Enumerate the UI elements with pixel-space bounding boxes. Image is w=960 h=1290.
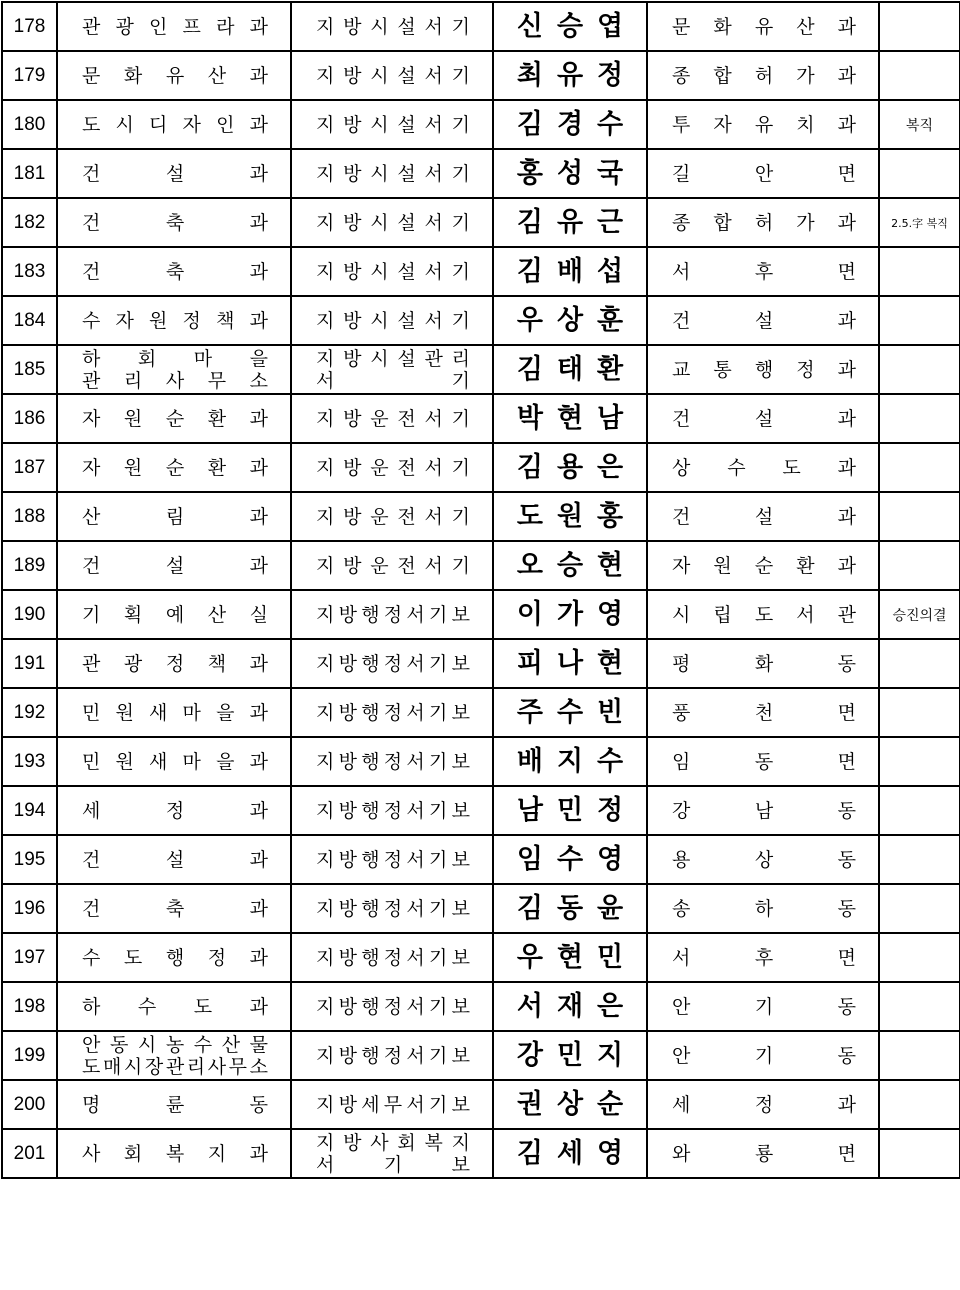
row-number: 195 [2,835,57,884]
employee-name: 최 유 정 [516,59,624,91]
employee-name: 도 원 홍 [516,500,624,532]
remarks: 2.5.字 복직 [879,198,960,247]
new-assignment: 교 통 행 정 과 [672,358,856,381]
employee-name: 임 수 영 [516,843,624,875]
table-row [2,884,960,933]
new-assignment: 종 합 허 가 과 [672,64,856,87]
employee-name: 우 현 민 [516,941,624,973]
table-row [2,835,960,884]
employee-name: 서 재 은 [516,990,624,1022]
remarks: 복직 [879,100,960,149]
new-assignment: 건 설 과 [672,505,856,528]
job-grade: 지 방 사 회 복 지 서 기 보 [316,1131,470,1176]
remarks [879,296,960,345]
personnel-roster-table [1,1,960,1179]
job-grade: 지 방 운 전 서 기 [316,505,470,528]
table-row [2,149,960,198]
new-assignment: 안 기 동 [672,995,856,1018]
current-department: 건 설 과 [82,162,268,185]
current-department: 자 원 순 환 과 [82,407,268,430]
remarks [879,835,960,884]
current-department: 문 화 유 산 과 [82,64,268,87]
new-assignment: 임 동 면 [672,750,856,773]
employee-name: 김 경 수 [516,108,624,140]
new-assignment: 문 화 유 산 과 [672,15,856,38]
row-number: 189 [2,541,57,590]
current-department: 민 원 새 마 을 과 [82,701,268,724]
table-row [2,443,960,492]
new-assignment: 안 기 동 [672,1044,856,1067]
job-grade: 지 방 시 설 서 기 [316,162,470,185]
employee-name: 우 상 훈 [516,304,624,336]
new-assignment: 세 정 과 [672,1093,856,1116]
current-department: 수 도 행 정 과 [82,946,268,969]
table-row [2,737,960,786]
current-department: 도 시 디 자 인 과 [82,113,268,136]
remarks [879,982,960,1031]
table-row [2,1031,960,1080]
current-department: 기 획 예 산 실 [82,603,268,626]
row-number: 187 [2,443,57,492]
job-grade: 지 방 행 정 서 기 보 [316,995,470,1018]
new-assignment: 길 안 면 [672,162,856,185]
current-department: 산 림 과 [82,505,268,528]
employee-name: 피 나 현 [516,647,624,679]
employee-name: 신 승 엽 [516,10,624,42]
new-assignment: 용 상 동 [672,848,856,871]
employee-name: 홍 성 국 [516,157,624,189]
employee-name: 배 지 수 [516,745,624,777]
current-department: 수 자 원 정 책 과 [82,309,268,332]
remarks [879,2,960,51]
new-assignment: 와 룡 면 [672,1142,856,1165]
new-assignment: 평 화 동 [672,652,856,675]
job-grade: 지 방 시 설 서 기 [316,113,470,136]
current-department: 사 회 복 지 과 [82,1142,268,1165]
new-assignment: 강 남 동 [672,799,856,822]
remarks [879,1031,960,1080]
job-grade: 지 방 시 설 서 기 [316,64,470,87]
table-row [2,786,960,835]
table-row [2,394,960,443]
job-grade: 지 방 행 정 서 기 보 [316,897,470,920]
employee-name: 김 동 윤 [516,892,624,924]
job-grade: 지 방 시 설 서 기 [316,309,470,332]
employee-name: 주 수 빈 [516,696,624,728]
employee-name: 김 용 은 [516,451,624,483]
row-number: 183 [2,247,57,296]
remarks [879,1129,960,1178]
job-grade: 지 방 행 정 서 기 보 [316,750,470,773]
current-department: 건 설 과 [82,554,268,577]
remarks [879,51,960,100]
table-row [2,1129,960,1178]
remarks [879,737,960,786]
new-assignment: 서 후 면 [672,946,856,969]
row-number: 199 [2,1031,57,1080]
current-department: 명 륜 동 [82,1093,268,1116]
new-assignment: 종 합 허 가 과 [672,211,856,234]
employee-name: 이 가 영 [516,598,624,630]
job-grade: 지 방 시 설 관 리 서 기 [316,347,470,392]
row-number: 193 [2,737,57,786]
new-assignment: 투 자 유 치 과 [672,113,856,136]
new-assignment: 송 하 동 [672,897,856,920]
remarks [879,394,960,443]
new-assignment: 건 설 과 [672,309,856,332]
row-number: 181 [2,149,57,198]
job-grade: 지 방 운 전 서 기 [316,554,470,577]
employee-name: 권 상 순 [516,1088,624,1120]
remarks [879,492,960,541]
current-department: 하 회 마 을 관 리 사 무 소 [82,347,268,392]
remarks [879,247,960,296]
employee-name: 오 승 현 [516,549,624,581]
roster-body [2,2,960,1178]
row-number: 178 [2,2,57,51]
job-grade: 지 방 시 설 서 기 [316,260,470,283]
table-row [2,688,960,737]
remarks [879,884,960,933]
employee-name: 남 민 정 [516,794,624,826]
row-number: 190 [2,590,57,639]
row-number: 184 [2,296,57,345]
row-number: 179 [2,51,57,100]
row-number: 197 [2,933,57,982]
job-grade: 지 방 운 전 서 기 [316,407,470,430]
remarks [879,933,960,982]
table-row [2,590,960,639]
row-number: 191 [2,639,57,688]
current-department: 민 원 새 마 을 과 [82,750,268,773]
job-grade: 지 방 행 정 서 기 보 [316,701,470,724]
remarks [879,149,960,198]
job-grade: 지 방 운 전 서 기 [316,456,470,479]
job-grade: 지 방 시 설 서 기 [316,211,470,234]
job-grade: 지 방 행 정 서 기 보 [316,946,470,969]
table-row [2,296,960,345]
table-row [2,541,960,590]
row-number: 185 [2,345,57,394]
table-row [2,100,960,149]
current-department: 건 설 과 [82,848,268,871]
table-row [2,2,960,51]
new-assignment: 상 수 도 과 [672,456,856,479]
remarks: 승진의결 [879,590,960,639]
new-assignment: 서 후 면 [672,260,856,283]
remarks [879,786,960,835]
current-department: 관 광 정 책 과 [82,652,268,675]
new-assignment: 풍 천 면 [672,701,856,724]
row-number: 182 [2,198,57,247]
current-department: 관 광 인 프 라 과 [82,15,268,38]
table-row [2,1080,960,1129]
job-grade: 지 방 행 정 서 기 보 [316,603,470,626]
row-number: 186 [2,394,57,443]
table-row [2,639,960,688]
current-department: 안 동 시 농 수 산 물 도 매 시 장 관 리 사 무 소 [82,1033,268,1078]
job-grade: 지 방 시 설 서 기 [316,15,470,38]
row-number: 188 [2,492,57,541]
employee-name: 김 배 섭 [516,255,624,287]
job-grade: 지 방 행 정 서 기 보 [316,1044,470,1067]
remarks [879,345,960,394]
job-grade: 지 방 행 정 서 기 보 [316,848,470,871]
row-number: 200 [2,1080,57,1129]
table-row [2,933,960,982]
employee-name: 김 세 영 [516,1137,624,1169]
employee-name: 강 민 지 [516,1039,624,1071]
job-grade: 지 방 행 정 서 기 보 [316,652,470,675]
remarks [879,639,960,688]
remarks [879,443,960,492]
current-department: 세 정 과 [82,799,268,822]
employee-name: 김 태 환 [516,353,624,385]
table-row [2,247,960,296]
current-department: 하 수 도 과 [82,995,268,1018]
table-row [2,51,960,100]
row-number: 192 [2,688,57,737]
table-row [2,345,960,394]
new-assignment: 건 설 과 [672,407,856,430]
row-number: 194 [2,786,57,835]
job-grade: 지 방 행 정 서 기 보 [316,799,470,822]
current-department: 자 원 순 환 과 [82,456,268,479]
row-number: 201 [2,1129,57,1178]
remarks [879,541,960,590]
remarks [879,688,960,737]
current-department: 건 축 과 [82,260,268,283]
new-assignment: 자 원 순 환 과 [672,554,856,577]
table-row [2,492,960,541]
row-number: 196 [2,884,57,933]
row-number: 180 [2,100,57,149]
table-row [2,198,960,247]
employee-name: 김 유 근 [516,206,624,238]
new-assignment: 시 립 도 서 관 [672,603,856,626]
employee-name: 박 현 남 [516,402,624,434]
current-department: 건 축 과 [82,211,268,234]
current-department: 건 축 과 [82,897,268,920]
row-number: 198 [2,982,57,1031]
table-row [2,982,960,1031]
job-grade: 지 방 세 무 서 기 보 [316,1093,470,1116]
remarks [879,1080,960,1129]
